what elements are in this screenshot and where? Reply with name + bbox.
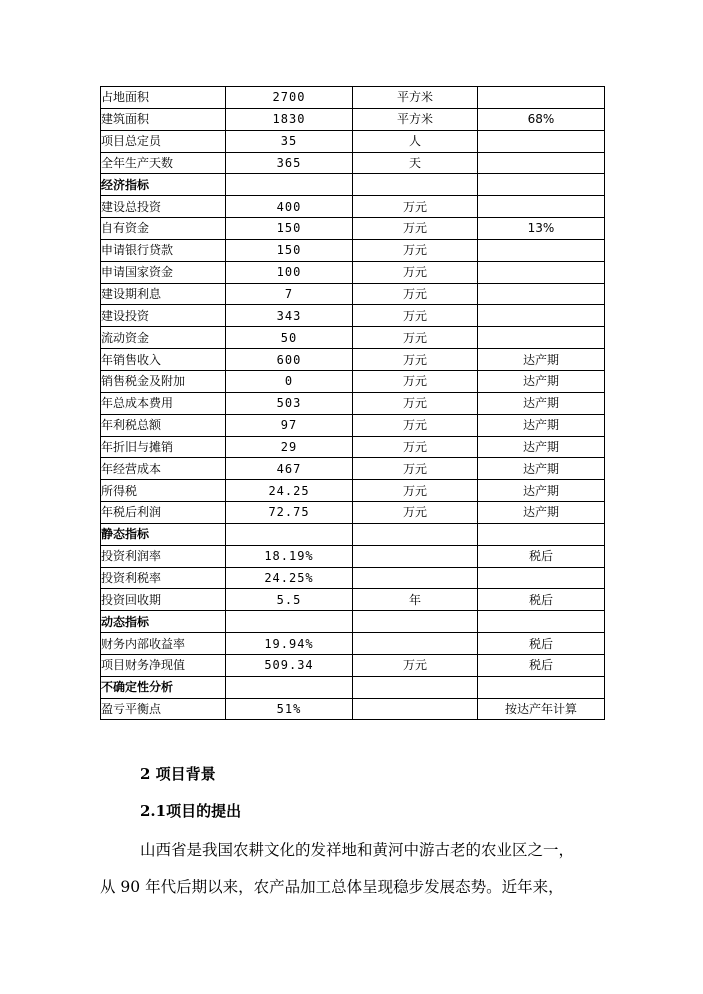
- indicator-note: 达产期: [478, 458, 605, 480]
- indicator-label: 建设期利息: [101, 283, 226, 305]
- indicator-value: 600: [226, 349, 353, 371]
- indicator-unit: 万元: [353, 327, 478, 349]
- indicator-unit: 万元: [353, 261, 478, 283]
- indicator-note: 68%: [478, 108, 605, 130]
- indicator-label: 项目财务净现值: [101, 654, 226, 676]
- empty-cell: [353, 174, 478, 196]
- empty-cell: [353, 523, 478, 545]
- indicator-label: 项目总定员: [101, 130, 226, 152]
- indicator-value: 365: [226, 152, 353, 174]
- indicator-note: 税后: [478, 654, 605, 676]
- table-row: [101, 458, 605, 480]
- indicator-value: 343: [226, 305, 353, 327]
- paragraph-line-1: 山西省是我国农耕文化的发祥地和黄河中游古老的农业区之一，: [140, 841, 575, 859]
- indicator-value: 400: [226, 196, 353, 218]
- indicator-unit: 万元: [353, 305, 478, 327]
- indicator-table: [100, 86, 605, 720]
- indicator-unit: 万元: [353, 283, 478, 305]
- empty-cell: [226, 174, 353, 196]
- indicator-unit: [353, 698, 478, 720]
- table-row: [101, 261, 605, 283]
- section-label: 静态指标: [101, 523, 226, 545]
- table-row: [101, 654, 605, 676]
- indicator-label: 申请银行贷款: [101, 239, 226, 261]
- empty-cell: [226, 676, 353, 698]
- indicator-label: 年销售收入: [101, 349, 226, 371]
- table-row: [101, 87, 605, 109]
- indicator-label: 年税后利润: [101, 502, 226, 524]
- indicator-label: 投资利润率: [101, 545, 226, 567]
- indicator-label: 建设总投资: [101, 196, 226, 218]
- indicator-note: 达产期: [478, 436, 605, 458]
- table-row: [101, 327, 605, 349]
- indicator-unit: 万元: [353, 370, 478, 392]
- table-row: [101, 349, 605, 371]
- indicator-note: [478, 305, 605, 327]
- indicator-table-body: [101, 87, 605, 720]
- indicator-unit: 人: [353, 130, 478, 152]
- indicator-unit: 万元: [353, 218, 478, 240]
- indicator-value: 503: [226, 392, 353, 414]
- indicator-note: [478, 327, 605, 349]
- indicator-label: 所得税: [101, 480, 226, 502]
- indicator-note: 税后: [478, 545, 605, 567]
- indicator-unit: 万元: [353, 458, 478, 480]
- indicator-unit: [353, 545, 478, 567]
- indicator-note: 按达产年计算: [478, 698, 605, 720]
- table-row: [101, 305, 605, 327]
- indicator-value: 150: [226, 239, 353, 261]
- table-row: [101, 545, 605, 567]
- table-row: [101, 196, 605, 218]
- empty-cell: [478, 611, 605, 633]
- empty-cell: [478, 174, 605, 196]
- indicator-unit: [353, 633, 478, 655]
- indicator-value: 72.75: [226, 502, 353, 524]
- paragraph-line-2: 从 90 年代后期以来，农产品加工总体呈现稳步发展态势。近年来，: [100, 878, 564, 896]
- indicator-unit: 万元: [353, 436, 478, 458]
- table-row: [101, 283, 605, 305]
- indicator-unit: 万元: [353, 502, 478, 524]
- section-heading: 2 项目背景: [140, 765, 216, 783]
- indicator-value: 19.94%: [226, 633, 353, 655]
- table-row: [101, 698, 605, 720]
- table-row: [101, 567, 605, 589]
- indicator-note: 税后: [478, 589, 605, 611]
- indicator-unit: 万元: [353, 196, 478, 218]
- indicator-unit: 万元: [353, 392, 478, 414]
- indicator-note: 达产期: [478, 480, 605, 502]
- indicator-value: 29: [226, 436, 353, 458]
- table-row: [101, 239, 605, 261]
- indicator-value: 0: [226, 370, 353, 392]
- indicator-value: 24.25%: [226, 567, 353, 589]
- table-row: [101, 436, 605, 458]
- indicator-label: 建筑面积: [101, 108, 226, 130]
- table-row: [101, 392, 605, 414]
- table-row: [101, 480, 605, 502]
- table-row: [101, 218, 605, 240]
- section-label: 动态指标: [101, 611, 226, 633]
- empty-cell: [226, 611, 353, 633]
- empty-cell: [353, 611, 478, 633]
- indicator-note: 税后: [478, 633, 605, 655]
- table-row: [101, 152, 605, 174]
- indicator-note: [478, 152, 605, 174]
- indicator-note: [478, 261, 605, 283]
- indicator-label: 流动资金: [101, 327, 226, 349]
- indicator-value: 18.19%: [226, 545, 353, 567]
- section-row: [101, 611, 605, 633]
- indicator-note: 达产期: [478, 349, 605, 371]
- table-row: [101, 502, 605, 524]
- indicator-note: 达产期: [478, 502, 605, 524]
- table-row: [101, 589, 605, 611]
- section-label: 不确定性分析: [101, 676, 226, 698]
- indicator-label: 建设投资: [101, 305, 226, 327]
- indicator-label: 年总成本费用: [101, 392, 226, 414]
- indicator-unit: 万元: [353, 480, 478, 502]
- indicator-label: 年折旧与摊销: [101, 436, 226, 458]
- indicator-value: 5.5: [226, 589, 353, 611]
- empty-cell: [226, 523, 353, 545]
- indicator-label: 财务内部收益率: [101, 633, 226, 655]
- indicator-note: 达产期: [478, 414, 605, 436]
- indicator-note: 达产期: [478, 370, 605, 392]
- indicator-value: 100: [226, 261, 353, 283]
- indicator-label: 年经营成本: [101, 458, 226, 480]
- indicator-value: 150: [226, 218, 353, 240]
- indicator-label: 年利税总额: [101, 414, 226, 436]
- table-row: [101, 108, 605, 130]
- indicator-value: 51%: [226, 698, 353, 720]
- empty-cell: [478, 523, 605, 545]
- empty-cell: [353, 676, 478, 698]
- indicator-unit: 年: [353, 589, 478, 611]
- indicator-value: 24.25: [226, 480, 353, 502]
- indicator-value: 1830: [226, 108, 353, 130]
- indicator-note: [478, 567, 605, 589]
- table-row: [101, 130, 605, 152]
- indicator-unit: 平方米: [353, 87, 478, 109]
- indicator-label: 销售税金及附加: [101, 370, 226, 392]
- indicator-note: [478, 239, 605, 261]
- indicator-unit: [353, 567, 478, 589]
- indicator-unit: 万元: [353, 239, 478, 261]
- indicator-label: 投资利税率: [101, 567, 226, 589]
- indicator-value: 50: [226, 327, 353, 349]
- indicator-label: 全年生产天数: [101, 152, 226, 174]
- indicator-value: 2700: [226, 87, 353, 109]
- indicator-value: 97: [226, 414, 353, 436]
- indicator-note: [478, 283, 605, 305]
- indicator-unit: 万元: [353, 654, 478, 676]
- section-row: [101, 523, 605, 545]
- indicator-note: [478, 87, 605, 109]
- table-row: [101, 414, 605, 436]
- indicator-unit: 平方米: [353, 108, 478, 130]
- section-label: 经济指标: [101, 174, 226, 196]
- indicator-note: 达产期: [478, 392, 605, 414]
- indicator-value: 35: [226, 130, 353, 152]
- indicator-unit: 万元: [353, 349, 478, 371]
- empty-cell: [478, 676, 605, 698]
- indicator-unit: 万元: [353, 414, 478, 436]
- section-row: [101, 174, 605, 196]
- indicator-unit: 天: [353, 152, 478, 174]
- indicator-note: 13%: [478, 218, 605, 240]
- indicator-label: 自有资金: [101, 218, 226, 240]
- indicator-value: 7: [226, 283, 353, 305]
- indicator-value: 467: [226, 458, 353, 480]
- indicator-label: 盈亏平衡点: [101, 698, 226, 720]
- section-row: [101, 676, 605, 698]
- indicator-label: 占地面积: [101, 87, 226, 109]
- indicator-value: 509.34: [226, 654, 353, 676]
- indicator-label: 申请国家资金: [101, 261, 226, 283]
- indicator-note: [478, 130, 605, 152]
- subsection-heading: 2.1项目的提出: [140, 802, 242, 820]
- indicator-label: 投资回收期: [101, 589, 226, 611]
- table-row: [101, 370, 605, 392]
- table-row: [101, 633, 605, 655]
- indicator-note: [478, 196, 605, 218]
